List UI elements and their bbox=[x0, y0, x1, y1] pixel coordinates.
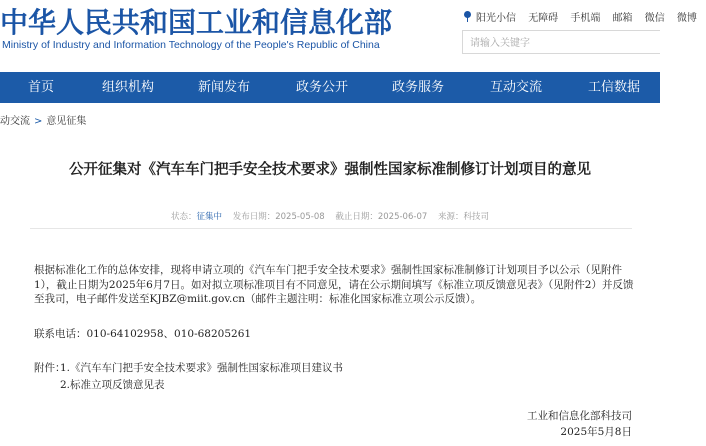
article-signature: 工业和信息化部科技司 bbox=[527, 410, 632, 422]
breadcrumb bbox=[0, 112, 86, 127]
publish-label: 发布日期： bbox=[232, 212, 276, 222]
attachment-link-2[interactable]: 2.标准立项反馈意见表 bbox=[60, 379, 165, 391]
nav-item-news[interactable]: 新闻发布 bbox=[198, 80, 251, 95]
article-paragraph: 根据标准化工作的总体安排，现将申请立项的《汽车车门把手安全技术要求》强制性国家标准制修订计划项目予以公示（见附件1），截止日期为2025年6月7日。如对拟立项标准项目有不同意见，请在公示期间填写《标准立项反馈意见表》（见附件2）并反馈至我司，电子邮件发送至KJBZ@miit.gov.cn（邮件主题注明：标准化国家标准立项公示反馈）。 bbox=[34, 264, 634, 305]
deadline-date: 2025-06-07 bbox=[377, 212, 428, 222]
article-meta bbox=[0, 210, 660, 222]
search-input[interactable] bbox=[463, 33, 660, 55]
status-label: 状态： bbox=[170, 212, 197, 222]
top-link-mailbox[interactable]: 邮箱 bbox=[612, 13, 633, 24]
publish-date: 2025-05-08 bbox=[275, 212, 325, 222]
nav-item-government-services[interactable]: 政务服务 bbox=[392, 80, 445, 95]
article-title: 公开征集对《汽车车门把手安全技术要求》强制性国家标准制修订计划项目的意见 bbox=[69, 162, 591, 178]
main-nav bbox=[0, 72, 660, 103]
nav-item-data[interactable]: 工信数据 bbox=[588, 80, 641, 95]
contact-phone: 联系电话：010-64102958、010-68205261 bbox=[34, 328, 252, 340]
breadcrumb-separator: > bbox=[34, 116, 43, 127]
site-logo-english[interactable]: Ministry of Industry and Information Technology of the People's Republic of China bbox=[2, 39, 380, 51]
nav-item-interaction[interactable]: 互动交流 bbox=[490, 80, 543, 95]
deadline-label: 截止日期： bbox=[335, 212, 378, 222]
source-label: 来源： bbox=[437, 212, 464, 222]
top-link-accessibility[interactable]: 无障碍 bbox=[528, 13, 559, 24]
sunshine-icon bbox=[463, 11, 472, 22]
source-value: 科技司 bbox=[463, 212, 489, 222]
top-link-wechat[interactable]: 微信 bbox=[644, 13, 665, 24]
top-links bbox=[463, 9, 706, 24]
search-box bbox=[462, 30, 660, 54]
nav-item-government-affairs[interactable]: 政务公开 bbox=[296, 80, 349, 95]
breadcrumb-parent[interactable]: 动交流 bbox=[0, 116, 30, 127]
article-date: 2025年5月8日 bbox=[560, 426, 632, 438]
site-header bbox=[0, 0, 697, 72]
breadcrumb-current[interactable]: 意见征集 bbox=[46, 116, 87, 127]
top-link-weibo[interactable]: 微博 bbox=[676, 13, 697, 24]
site-logo-chinese[interactable]: 中华人民共和国工业和信息化部 bbox=[0, 6, 393, 39]
top-link-sunshine[interactable]: 阳光小信 bbox=[463, 13, 516, 24]
nav-item-home[interactable]: 首页 bbox=[28, 80, 55, 95]
attachment-link-1[interactable]: 1.《汽车车门把手安全技术要求》强制性国家标准项目建议书 bbox=[60, 362, 344, 374]
top-link-mobile[interactable]: 手机端 bbox=[570, 13, 601, 24]
attachments-label: 附件： bbox=[34, 362, 66, 374]
status-badge: 征集中 bbox=[196, 212, 223, 222]
meta-divider bbox=[30, 228, 632, 229]
nav-item-organization[interactable]: 组织机构 bbox=[102, 80, 155, 95]
